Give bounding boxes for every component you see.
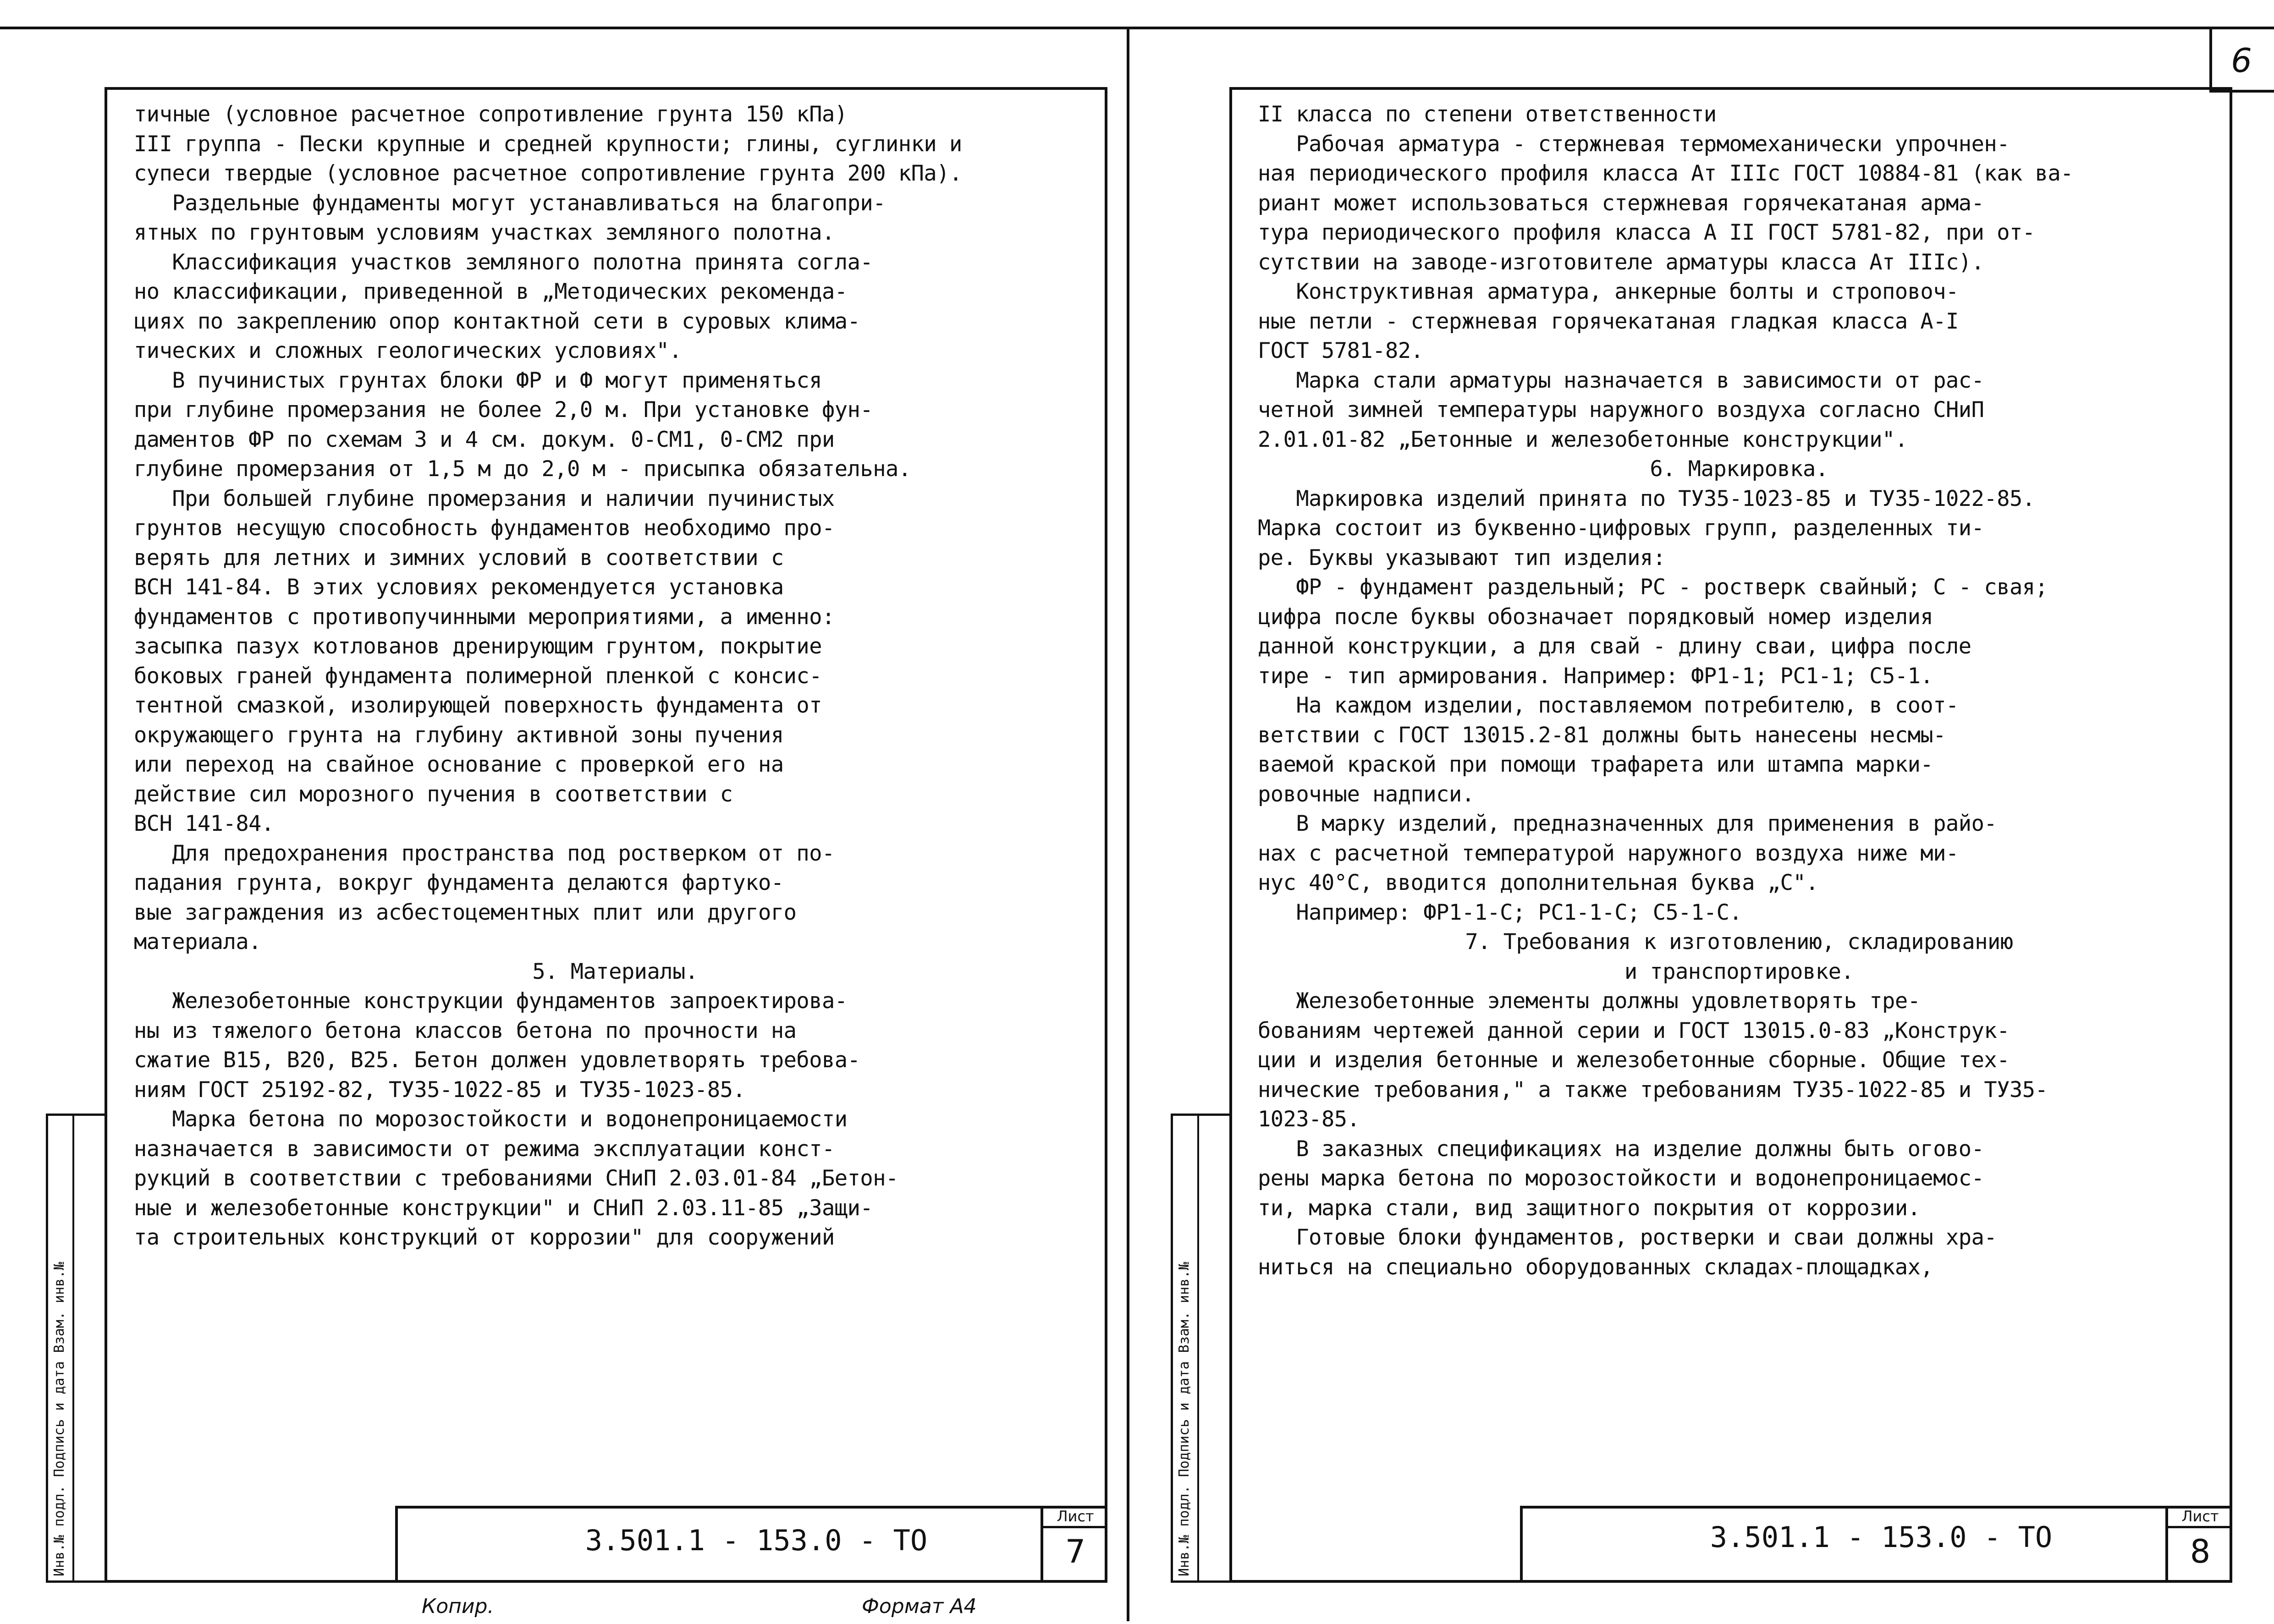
- text-line: ная периодического профиля класса Ат IIIс ГОСТ 10884-81 (как ва-: [1258, 161, 2073, 186]
- text-line: та строительных конструкций от коррозии" для сооружений: [134, 1225, 835, 1250]
- right-stamp-divider: [1197, 1114, 1199, 1583]
- text-line: ны из тяжелого бетона классов бетона по прочности на: [134, 1018, 797, 1043]
- left-side-stamp: Инв.№ подл. Подпись и дата Взам. инв.№: [51, 1262, 67, 1576]
- text-line: ваемой краской при помощи трафарета или штампа марки-: [1258, 752, 1933, 777]
- text-line: при глубине промерзания не более 2,0 м. При установке фун-: [134, 397, 873, 422]
- copy-note: Копир.: [422, 1595, 494, 1618]
- left-sheet-label: Лист: [1057, 1508, 1094, 1525]
- text-line: тура периодического профиля класса А II ГОСТ 5781-82, при от-: [1258, 220, 2035, 245]
- section-heading: 7. Требования к изготовлению, складированию: [1465, 929, 2013, 955]
- right-sheet-number: 8: [2190, 1533, 2211, 1570]
- text-line: рукций в соответствии с требованиями СНиП 2.03.01-84 „Бетон-: [134, 1166, 898, 1191]
- text-line: ровочные надписи.: [1258, 781, 1475, 807]
- section-heading: 5. Материалы.: [532, 959, 698, 984]
- right-sheet-label: Лист: [2181, 1508, 2219, 1525]
- section-heading: 6. Маркировка.: [1650, 456, 1828, 482]
- text-line: Марка состоит из буквенно-цифровых групп, разделенных ти-: [1258, 516, 1984, 541]
- text-line: бованиям чертежей данной серии и ГОСТ 13015.0-83 „Конструк-: [1258, 1018, 2010, 1043]
- text-line: Готовые блоки фундаментов, ростверки и сваи должны хра-: [1258, 1225, 1997, 1250]
- left-stamp-divider: [72, 1114, 74, 1583]
- text-line: цифра после буквы обозначает порядковый номер изделия: [1258, 604, 1933, 630]
- text-line: III группа - Пески крупные и средней крупности; глины, суглинки и: [134, 131, 962, 157]
- format-note: Формат А4: [862, 1595, 977, 1618]
- text-line: данной конструкции, а для свай - длину сваи, цифра после: [1258, 634, 1971, 659]
- text-line: Конструктивная арматура, анкерные болты и строповоч-: [1258, 279, 1959, 304]
- section-heading: и транспортировке.: [1624, 959, 1854, 984]
- text-line: фундаментов с противопучинными мероприятиями, а именно:: [134, 604, 835, 630]
- text-line: Марка стали арматуры назначается в зависимости от рас-: [1258, 368, 1984, 393]
- right-side-stamp: Инв.№ подл. Подпись и дата Взам. инв.№: [1176, 1262, 1192, 1576]
- page-number-box: [2209, 27, 2212, 92]
- right-sheet-divider: [2165, 1526, 2232, 1528]
- text-line: засыпка пазух котлованов дренирующим грунтом, покрытие: [134, 634, 822, 659]
- text-line: сжатие В15, В20, В25. Бетон должен удовлетворять требова-: [134, 1048, 860, 1073]
- text-line: Маркировка изделий принята по ТУ35-1023-85 и ТУ35-1022-85.: [1258, 486, 2035, 511]
- text-line: тентной смазкой, изолирующей поверхность фундамента от: [134, 693, 822, 718]
- text-line: четной зимней температуры наружного воздуха согласно СНиП: [1258, 397, 1984, 422]
- text-line: супеси твердые (условное расчетное сопротивление грунта 200 кПа).: [134, 161, 962, 186]
- text-line: 1023-85.: [1258, 1107, 1360, 1132]
- text-line: окружающего грунта на глубину активной зоны пучения: [134, 722, 784, 748]
- text-line: верять для летних и зимних условий в соответствии с: [134, 545, 784, 571]
- text-line: 2.01.01-82 „Бетонные и железобетонные конструкции".: [1258, 427, 1908, 452]
- text-line: ФР - фундамент раздельный; РС - ростверк свайный; С - свая;: [1258, 575, 2048, 600]
- left-page-text: [134, 100, 1096, 1253]
- left-sheet-divider: [1041, 1526, 1107, 1528]
- text-line: ные и железобетонные конструкции" и СНиП 2.03.11-85 „Защи-: [134, 1195, 873, 1221]
- text-line: Например: ФР1-1-С; РС1-1-С; С5-1-С.: [1258, 900, 1742, 925]
- text-line: или переход на свайное основание с проверкой его на: [134, 752, 784, 777]
- text-line: Железобетонные элементы должны удовлетворять тре-: [1258, 988, 1921, 1014]
- right-doc-code: 3.501.1 - 153.0 - ТО: [1710, 1520, 2053, 1554]
- text-line: В пучинистых грунтах блоки ФР и Ф могут применяться: [134, 368, 822, 393]
- text-line: Для предохранения пространства под ростверком от по-: [134, 840, 835, 866]
- center-divider: [1127, 27, 1129, 1621]
- top-rule: [0, 27, 2274, 29]
- text-line: даментов ФР по схемам 3 и 4 см. докум. 0-СМ1, 0-СМ2 при: [134, 427, 835, 452]
- text-line: рены марка бетона по морозостойкости и водонепроницаемос-: [1258, 1166, 1984, 1191]
- text-line: но классификации, приведенной в „Методических рекоменда-: [134, 279, 848, 304]
- text-line: ВСН 141-84.: [134, 811, 274, 836]
- text-line: Классификация участков земляного полотна принята согла-: [134, 249, 873, 275]
- text-line: падания грунта, вокруг фундамента делаются фартуко-: [134, 870, 784, 895]
- text-line: тичные (условное расчетное сопротивление грунта 150 кПа): [134, 102, 848, 127]
- text-line: ции и изделия бетонные и железобетонные сборные. Общие тех-: [1258, 1048, 2010, 1073]
- text-line: грунтов несущую способность фундаментов необходимо про-: [134, 516, 835, 541]
- text-line: ные петли - стержневая горячекатаная гладкая класса А-I: [1258, 308, 1959, 334]
- text-line: ти, марка стали, вид защитного покрытия от коррозии.: [1258, 1195, 1921, 1221]
- text-line: Раздельные фундаменты могут устанавливаться на благопри-: [134, 190, 886, 216]
- text-line: В марку изделий, предназначенных для применения в райо-: [1258, 811, 1997, 836]
- text-line: нические требования," а также требованиям ТУ35-1022-85 и ТУ35-: [1258, 1077, 2048, 1103]
- text-line: Марка бетона по морозостойкости и водонепроницаемости: [134, 1107, 848, 1132]
- text-line: Рабочая арматура - стержневая термомеханически упрочнен-: [1258, 131, 2010, 157]
- text-line: тире - тип армирования. Например: ФР1-1; РС1-1; С5-1.: [1258, 663, 1933, 689]
- right-page-text: [1258, 100, 2220, 1282]
- text-line: назначается в зависимости от режима эксплуатации конст-: [134, 1136, 835, 1162]
- text-line: ниться на специально оборудованных складах-площадках,: [1258, 1254, 1933, 1280]
- text-line: нус 40°С, вводится дополнительная буква „С".: [1258, 870, 1819, 895]
- text-line: Железобетонные конструкции фундаментов запроектирова-: [134, 988, 848, 1014]
- left-doc-code: 3.501.1 - 153.0 - ТО: [585, 1524, 928, 1557]
- text-line: II класса по степени ответственности: [1258, 102, 1717, 127]
- left-sheet-number: 7: [1065, 1533, 1086, 1570]
- text-line: ре. Буквы указывают тип изделия:: [1258, 545, 1666, 571]
- text-line: материала.: [134, 929, 261, 955]
- text-line: глубине промерзания от 1,5 м до 2,0 м - присыпка обязательна.: [134, 456, 911, 482]
- text-line: циях по закреплению опор контактной сети в суровых клима-: [134, 308, 860, 334]
- text-line: риант может использоваться стержневая горячекатаная арма-: [1258, 190, 1984, 216]
- text-line: На каждом изделии, поставляемом потребителю, в соот-: [1258, 693, 1959, 718]
- text-line: тических и сложных геологических условиях".: [134, 338, 682, 363]
- text-line: ниям ГОСТ 25192-82, ТУ35-1022-85 и ТУ35-1023-85.: [134, 1077, 746, 1103]
- text-line: нах с расчетной температурой наружного воздуха ниже ми-: [1258, 840, 1959, 866]
- text-line: боковых граней фундамента полимерной пленкой с консис-: [134, 663, 822, 689]
- text-line: действие сил морозного пучения в соответствии с: [134, 781, 733, 807]
- text-line: вые заграждения из асбестоцементных плит или другого: [134, 900, 797, 925]
- text-line: ВСН 141-84. В этих условиях рекомендуется установка: [134, 575, 784, 600]
- text-line: ГОСТ 5781-82.: [1258, 338, 1424, 363]
- text-line: В заказных спецификациях на изделие должны быть огово-: [1258, 1136, 1984, 1162]
- text-line: ветствии с ГОСТ 13015.2-81 должны быть нанесены несмы-: [1258, 722, 1946, 748]
- text-line: При большей глубине промерзания и наличии пучинистых: [134, 486, 835, 511]
- text-line: сутствии на заводе-изготовителе арматуры класса Ат IIIс).: [1258, 249, 1984, 275]
- text-line: ятных по грунтовым условиям участках земляного полотна.: [134, 220, 835, 245]
- page-number: 6: [2231, 41, 2252, 80]
